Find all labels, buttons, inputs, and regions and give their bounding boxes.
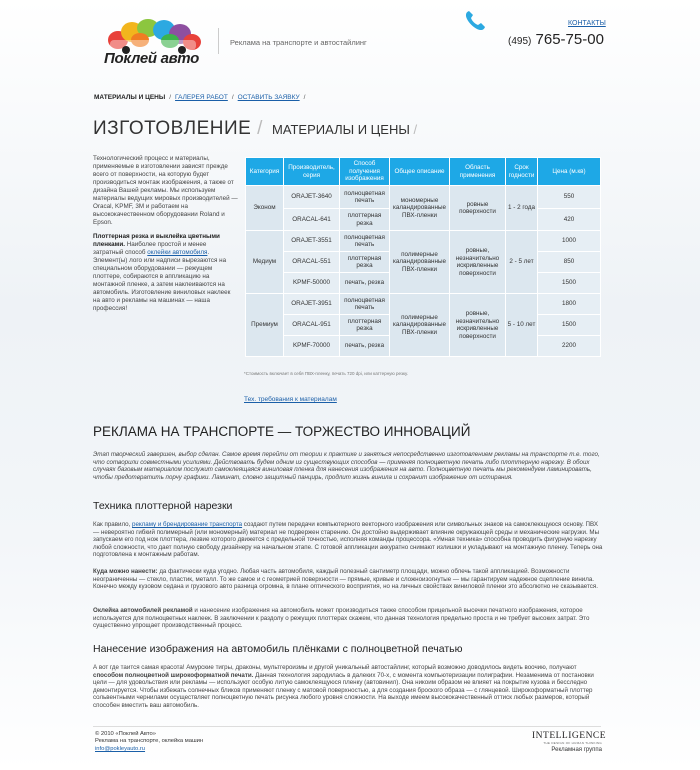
header-tagline: Реклама на транспорте и автостайлинг <box>230 38 367 47</box>
series-cell: KPMF-70000 <box>284 336 340 357</box>
title-sep: / <box>257 118 263 139</box>
table-row <box>246 231 601 252</box>
description-cell: полимерные каландированные ПВХ-пленки <box>390 231 450 294</box>
para-text: Как правило, <box>93 521 133 528</box>
price-cell: 2200 <box>538 336 601 357</box>
breadcrumb-current: МАТЕРИАЛЫ И ЦЕНЫ <box>94 94 166 101</box>
category-cell: Медиум <box>246 231 284 294</box>
partner-logo: INTELLIGENCE <box>532 731 607 741</box>
col-header: Цена (м.кв) <box>538 158 601 186</box>
price-cell: 1000 <box>538 231 601 252</box>
section-intro: Этап творческий завершен, выбор сделан. Самое время перейти от теории к практике и заняться непосредственно изготовлением рекламы на транспорте т.е. того, что сотворили совместными усилиями. Действовать будем одним из существующих способов — применяя полноцветную печать либо плоттерную нарезку. В обоих случаях базовым материалом послужит самоклеящаяся виниловая пленка для нанесения изображения на авто. Полноцветную печать мы рекомендуем ламинировать, чтобы предотвратить порчу графики. Ламинат, словно защитный панцирь, продлит жизнь винила и сохранит изображение от истирания. <box>93 451 600 481</box>
category-cell: Эконом <box>246 186 284 231</box>
term-cell: 1 - 2 года <box>506 186 538 231</box>
price-footnote: *Стоимость включает в себя ПВХ-пленку, печать 720 dpi, или каттерную резку. <box>244 371 409 376</box>
car-wrap-paragraph <box>93 607 603 630</box>
method-cell: плоттерная резка <box>340 209 390 231</box>
para-text: и нанесение изображения на автомобиль может производиться также способом прицельной высечки печатного изображения, которое используется для полноцветных наклеек. В заключении к раздолу о режущих плоттерах скажем, что данная технология предельно проста и не требует высоких затрат. Это существенно упрощает производственный процесс. <box>93 607 590 630</box>
page-subtitle-text: МАТЕРИАЛЫ И ЦЕНЫ <box>272 122 410 137</box>
table-header-row <box>246 158 601 186</box>
logo-text: Поклей авто <box>104 50 199 67</box>
contacts-link[interactable]: КОНТАКТЫ <box>568 20 606 27</box>
breadcrumb-sep: / <box>303 94 306 101</box>
series-cell: KPMF-50000 <box>284 273 340 294</box>
intro-text-block <box>93 155 238 319</box>
method-cell: печать, резка <box>340 336 390 357</box>
table-row <box>246 186 601 209</box>
breadcrumb <box>94 94 305 101</box>
series-cell: ORACAL-951 <box>284 315 340 336</box>
series-cell: ORAJET-3551 <box>284 231 340 252</box>
price-cell: 850 <box>538 252 601 273</box>
price-cell: 1500 <box>538 273 601 294</box>
plotter-cutting-paragraph <box>93 521 603 559</box>
col-header: Срок годности <box>506 158 538 186</box>
series-cell: ORAJET-3951 <box>284 294 340 315</box>
footer-description: Реклама на транспорте, оклейка машин <box>95 738 204 745</box>
area-cell: ровные, незначительно искривленные поверхности <box>450 231 506 294</box>
col-header: Общее описание <box>390 158 450 186</box>
intro-paragraph: Технологический процесс и материалы, применяемые в изготовлении зависят прежде всего от поверхности, на которую будет производиться монтаж изображения, а также от дизайна Вашей рекламы. Мы используем материалы ведущих мировых производителей — Oracal, KPMF, 3M и работаем на высококачественном оборудовании Roland и Epson. <box>93 155 238 226</box>
page-subtitle <box>272 122 417 137</box>
para-text: Данная технология зародилась в далеких 70-х, с момента компьютеризации полиграфии. Незаменима от постановки цели — для удовольствия или рекламы — используют особую литую самоклеящуюся пленку (автовинил). Она никоим образом не влияет на покрытие кузова и бесследно демонтируется. Чтобы избежать солнечных бликов применяют пленку с матовой поверхностью, а для создания броского образа — с глянцевой. Широкоформатный плоттер сольвентными чернилами осуществляет полноцветную печать рисунка любого уровня сложности. На выходе имеем высококачественный оттиск любых размеров, который способен вместить ваш автомобиль. <box>93 671 594 709</box>
where-to-apply-paragraph <box>93 568 603 591</box>
para-bold: Куда можно нанести: <box>93 568 158 575</box>
description-cell: мономерные каландированные ПВХ-пленки <box>390 186 450 231</box>
term-cell: 5 - 10 лет <box>506 294 538 357</box>
transport-branding-link[interactable]: рекламу и брендирование транспорта <box>132 521 243 528</box>
method-cell: полноцветная печать <box>340 186 390 209</box>
method-cell: плоттерная резка <box>340 252 390 273</box>
term-cell: 2 - 5 лет <box>506 231 538 294</box>
breadcrumb-order-link[interactable]: ОСТАВИТЬ ЗАЯВКУ <box>237 94 300 101</box>
method-cell: полноцветная печать <box>340 231 390 252</box>
material-requirements-link[interactable]: Тех. требования к материалам <box>244 396 337 403</box>
method-cell: плоттерная резка <box>340 315 390 336</box>
para-bold: способом полноцветной широкоформатной печати. <box>93 671 254 679</box>
price-cell: 550 <box>538 186 601 209</box>
col-header: Способ получения изображения <box>340 158 390 186</box>
col-header: Производитель, серия <box>284 158 340 186</box>
series-cell: ORAJET-3640 <box>284 186 340 209</box>
subtitle-sep: / <box>413 122 418 137</box>
footer-copyright: © 2010 «Поклей Авто» <box>95 731 156 737</box>
area-cell: ровные, незначительно искривленные поверхности <box>450 294 506 357</box>
section-heading: РЕКЛАМА НА ТРАНСПОРТЕ — ТОРЖЕСТВО ИННОВАЦИЙ <box>93 424 471 439</box>
category-cell: Премиум <box>246 294 284 357</box>
plotter-heading: Плоттерная резка и выклейка цветными пленками. <box>93 233 220 248</box>
breadcrumb-sep: / <box>231 94 234 101</box>
partner-tagline: THE DESIGN OF HUMAN THINKING <box>543 741 602 745</box>
price-cell: 1500 <box>538 315 601 336</box>
phone-digits: 765-75-00 <box>535 31 604 48</box>
description-cell: полимерные каландированные ПВХ-пленки <box>390 294 450 357</box>
page-title-text: ИЗГОТОВЛЕНИЕ <box>93 118 252 139</box>
car-wrap-link[interactable]: оклейки автомобиля <box>147 249 208 256</box>
materials-price-table <box>245 157 601 357</box>
plotter-text-a: Наиболее простой и менее затратный способ <box>93 241 207 256</box>
footer-divider <box>93 726 601 727</box>
col-header: Область применения <box>450 158 506 186</box>
para-text: да фактически куда угодно. Любая часть автомобиля, каждый полезный сантиметр площади, можно облечь такой аппликацией. Возможности неограниченны — стекло, пластик, металл. То же самое и с геометрией поверхности — прямые, кривые и сложноизогнутые — мы гарантируем надежное сцепление винила. Конечно между кузовом седана и грузового авто разница огромна, в плане оптического восприятия, но на личных свойствах виниловой пленки это абсолютно не сказывается. <box>93 568 598 591</box>
full-color-print-heading: Нанесение изображения на автомобиль плёнками с полноцветной печатью <box>93 643 463 655</box>
phone-icon <box>462 8 488 34</box>
series-cell: ORACAL-551 <box>284 252 340 273</box>
para-text: создают путем передачи компьютерного векторного изображения или символьных знаков на самоклеющуюся основу. ПВХ — невероятно гибкий полимерный (или мономерный) материал не подвержен старению. Он достойно выдерживает влияние окружающей среды и механические нагрузки. Мы запускаем его под нож плоттера, лезвие которого движется с предельной точностью, исполняя команды процессора. «Умная техника» способна проводить фигурную нарезку любой сложности, что дает полную свободу дизайнеру на начальном этапе. С готовой аппликации аккуратно снимают излишки и укладывают на монтажную пленку. Теперь она подготовлена к монтажным работам. <box>93 521 603 559</box>
partner-caption: Рекламная группа <box>551 747 602 753</box>
phone-code: (495) <box>508 36 532 47</box>
table-row <box>246 294 601 315</box>
method-cell: полноцветная печать <box>340 294 390 315</box>
para-bold: Оклейка автомобилей рекламой <box>93 607 193 614</box>
area-cell: ровные поверхности <box>450 186 506 231</box>
para-text: А вот где таится самая красота! Амурские тигры, драконы, мультгероизмы и другой уникальный автостайлинг, который возможно доводилось видеть воочию, получают <box>93 664 577 671</box>
breadcrumb-gallery-link[interactable]: ГАЛЕРЕЯ РАБОТ <box>175 94 228 101</box>
plotter-paragraph <box>93 233 238 313</box>
footer-email-link[interactable]: info@pokleyauto.ru <box>95 745 146 752</box>
col-header: Категория <box>246 158 284 186</box>
full-color-print-paragraph <box>93 664 603 710</box>
phone-number <box>508 31 604 48</box>
breadcrumb-sep: / <box>169 94 172 101</box>
series-cell: ORACAL-641 <box>284 209 340 231</box>
plotter-text-b: . Элемент(ы) лого или надписи вырезаются на специальном оборудовании — режущем плоттере, собираются в аппликацию на монтажной пленке, а затем наклеиваются на автомобиль. Изготовление виниловых наклеек на авто и рекламы на машинах — наша профессия! <box>93 249 231 312</box>
page-title <box>93 118 263 140</box>
price-cell: 420 <box>538 209 601 231</box>
price-cell: 1800 <box>538 294 601 315</box>
header-divider <box>218 28 219 54</box>
partner-logo-block[interactable] <box>532 731 607 753</box>
footer-info <box>95 731 203 753</box>
method-cell: печать, резка <box>340 273 390 294</box>
plotter-cutting-heading: Техника плоттерной нарезки <box>93 500 233 512</box>
